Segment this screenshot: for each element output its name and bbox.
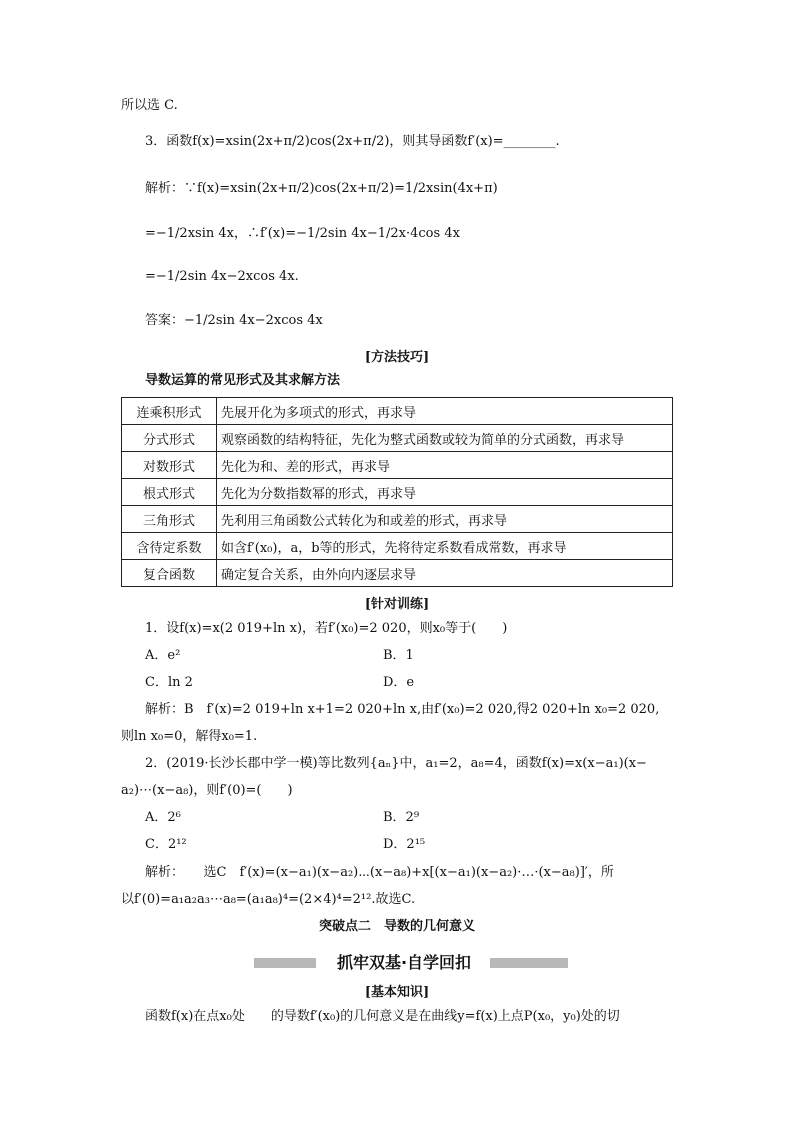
- solution-line: 解析： 选C f′(x)=(x−a₁)(x−a₂)⋯(x−a₈)+x[(x−a₁)(x−a₂)·…·(x−a₈)]′，所: [145, 865, 614, 880]
- method-table: [121, 397, 673, 587]
- table-cell-method: 如含f′(x₀)，a，b等的形式，先将待定系数看成常数，再求导: [217, 533, 673, 560]
- table-row: [122, 560, 673, 587]
- table-cell-method: 先展开化为多项式的形式，再求导: [217, 398, 673, 425]
- section-banner: [254, 952, 568, 974]
- table-cell-method: 确定复合关系，由外向内逐层求导: [217, 560, 673, 587]
- solution-line: 解析：∵f(x)=xsin(2x+π/2)cos(2x+π/2)=1/2xsin(4x+π): [145, 181, 498, 196]
- question-2-stem: 2．(2019·长沙长郡中学一模)等比数列{aₙ}中，a₁=2，a₈=4，函数f(x)=x(x−a₁)(x−: [145, 756, 647, 771]
- option-c: C．ln 2: [145, 675, 193, 690]
- banner-text: 抓牢双基·自学回扣: [336, 953, 472, 972]
- option-c: C．2¹²: [145, 837, 187, 852]
- table-row: [122, 506, 673, 533]
- table-cell-method: 先化为和、差的形式，再求导: [217, 452, 673, 479]
- table-cell-method: 观察函数的结构特征，先化为整式函数或较为简单的分式函数，再求导: [217, 425, 673, 452]
- solution-line: 以f′(0)=a₁a₂a₃⋯a₈=(a₁a₈)⁴=(2×4)⁴=2¹².故选C.: [121, 892, 416, 907]
- table-cell-form: 三角形式: [122, 506, 217, 533]
- option-a: A．2⁶: [145, 810, 181, 825]
- solution-line: =−1/2sin 4x−2xcos 4x.: [145, 269, 299, 284]
- table-row: [122, 533, 673, 560]
- table-row: [122, 425, 673, 452]
- option-d: D．2¹⁵: [383, 837, 426, 852]
- practice-heading: [针对训练]: [364, 597, 430, 612]
- table-cell-form: 分式形式: [122, 425, 217, 452]
- table-cell-form: 复合函数: [122, 560, 217, 587]
- table-cell-form: 根式形式: [122, 479, 217, 506]
- body-line: 函数f(x)在点x₀处 的导数f′(x₀)的几何意义是在曲线y=f(x)上点P(x₀，y₀)处的切: [145, 1009, 620, 1024]
- section-title: 突破点二 导数的几何意义: [318, 919, 475, 934]
- question-3-stem: 3．函数f(x)=xsin(2x+π/2)cos(2x+π/2)，则其导函数f′(x)=________.: [145, 134, 560, 149]
- text-line: 所以选 C.: [121, 98, 178, 113]
- table-cell-form: 对数形式: [122, 452, 217, 479]
- solution-line: 解析：B f′(x)=2 019+ln x+1=2 020+ln x,由f′(x₀)=2 020,得2 020+ln x₀=2 020,: [145, 702, 660, 717]
- solution-line: 则ln x₀=0，解得x₀=1.: [121, 729, 258, 744]
- basic-heading: [基本知识]: [364, 985, 430, 1000]
- option-d: D．e: [383, 675, 415, 690]
- table-row: [122, 398, 673, 425]
- question-1-stem: 1．设f(x)=x(2 019+ln x)，若f′(x₀)=2 020，则x₀等于( ): [145, 621, 508, 636]
- option-a: A．e²: [145, 648, 181, 663]
- question-2-stem: a₂)⋯(x−a₈)，则f′(0)=( ): [121, 783, 293, 798]
- option-b: B．2⁹: [383, 810, 420, 825]
- banner-bar-left: [254, 958, 316, 968]
- table-cell-method: 先利用三角函数公式转化为和或差的形式，再求导: [217, 506, 673, 533]
- table-row: [122, 479, 673, 506]
- method-heading: [方法技巧]: [364, 350, 430, 365]
- solution-line: =−1/2xsin 4x，∴f′(x)=−1/2sin 4x−1/2x·4cos 4x: [145, 226, 460, 241]
- method-title: 导数运算的常见形式及其求解方法: [145, 373, 341, 388]
- table-row: [122, 452, 673, 479]
- banner-bar-right: [490, 958, 568, 968]
- option-b: B．1: [383, 648, 414, 663]
- table-cell-form: 连乘积形式: [122, 398, 217, 425]
- answer-line: 答案：−1/2sin 4x−2xcos 4x: [145, 313, 323, 328]
- table-cell-form: 含待定系数: [122, 533, 217, 560]
- table-cell-method: 先化为分数指数幂的形式，再求导: [217, 479, 673, 506]
